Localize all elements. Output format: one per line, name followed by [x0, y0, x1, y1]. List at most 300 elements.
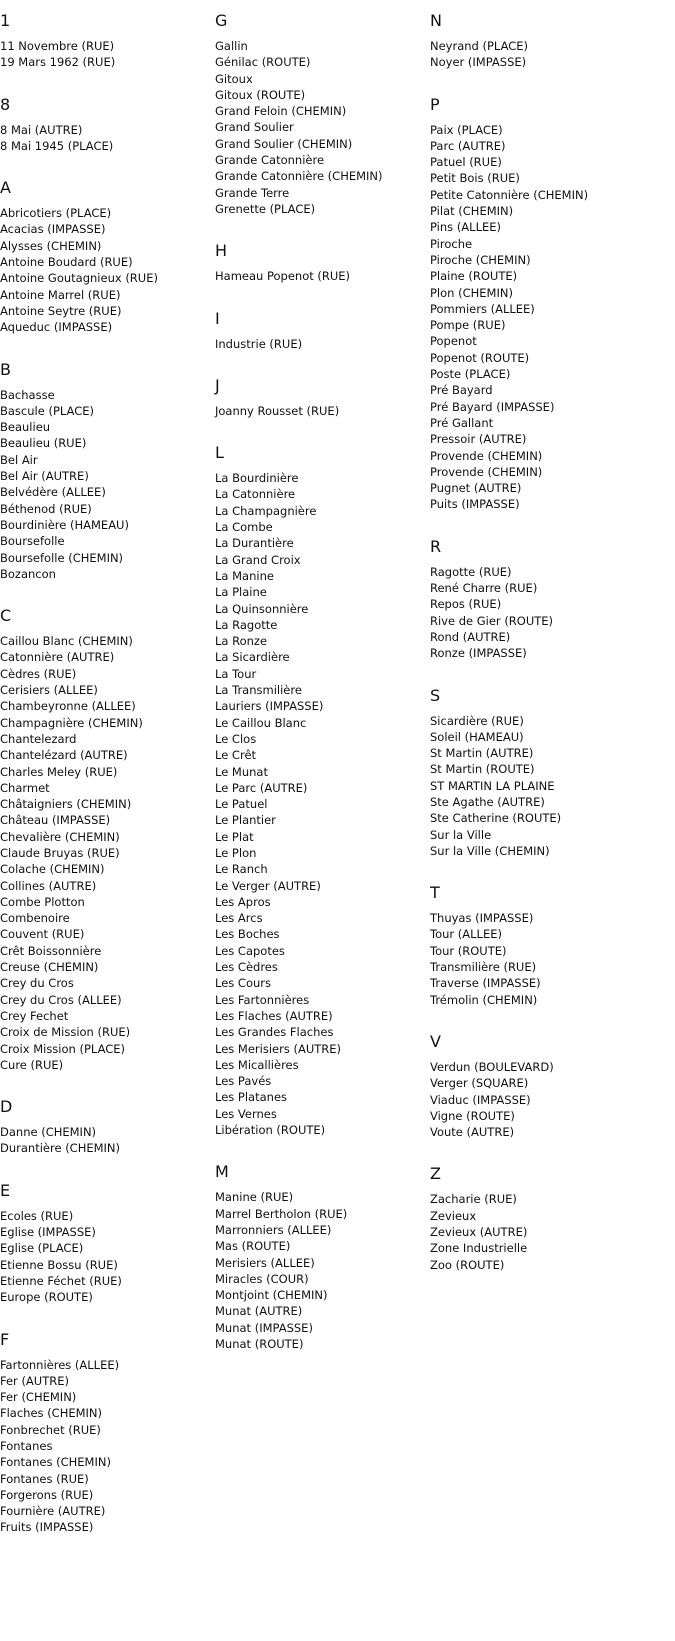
street-link[interactable]: Gallin [215, 39, 248, 53]
street-link[interactable]: Les Merisiers (AUTRE) [215, 1041, 342, 1056]
street-link[interactable]: Fer (AUTRE) [0, 1373, 69, 1388]
street-link[interactable]: Les Flaches (AUTRE) [215, 1008, 333, 1023]
street-link[interactable]: Pugnet (AUTRE) [430, 481, 522, 496]
street-link[interactable]: Les Pavés [215, 1074, 272, 1089]
street-link[interactable]: Le Crêt [215, 748, 257, 763]
street-link[interactable]: ST MARTIN LA PLAINE [430, 778, 555, 793]
street-list-item [0, 747, 210, 763]
street-link[interactable]: Merisiers (ALLEE) [215, 1255, 315, 1270]
street-list-item [430, 1124, 640, 1140]
street-list-item [215, 168, 425, 184]
street-link[interactable]: Tour (ALLEE) [430, 927, 502, 942]
street-link[interactable]: Beaulieu (RUE) [0, 436, 87, 451]
street-link[interactable]: Combenoire [0, 911, 70, 926]
street-link[interactable]: Munat (IMPASSE) [215, 1320, 313, 1335]
street-list-item [430, 464, 640, 480]
street-link[interactable]: Patuel (RUE) [430, 155, 502, 170]
street-list-item [215, 894, 425, 910]
street-link[interactable]: La Catonnière [215, 487, 296, 502]
street-link[interactable]: Sur la Ville [430, 827, 492, 842]
street-list-item [430, 203, 640, 219]
letter-heading: C [0, 606, 12, 626]
street-link[interactable]: 11 Novembre (RUE) [0, 39, 115, 53]
street-link[interactable]: Charles Meley (RUE) [0, 764, 118, 779]
street-link[interactable]: Montjoint (CHEMIN) [215, 1288, 328, 1303]
street-link[interactable]: Petit Bois (RUE) [430, 171, 520, 186]
street-list-item [0, 435, 210, 451]
street-link[interactable]: Catonnière (AUTRE) [0, 650, 115, 665]
street-link[interactable]: Provende (CHEMIN) [430, 448, 543, 463]
street-link[interactable]: Zoo (ROUTE) [430, 1257, 505, 1272]
letter-group [0, 603, 210, 1073]
street-link[interactable]: Châtaigniers (CHEMIN) [0, 797, 132, 812]
street-link[interactable]: Zacharie (RUE) [430, 1192, 517, 1207]
street-link[interactable]: Munat (ROUTE) [215, 1337, 304, 1351]
street-list-item [430, 415, 640, 431]
street-list-item [215, 103, 425, 119]
street-link[interactable]: Le Clos [215, 731, 257, 746]
street-link[interactable]: Ste Catherine (ROUTE) [430, 811, 562, 826]
street-link[interactable]: Traverse (IMPASSE) [430, 976, 541, 991]
street-list-item [0, 138, 210, 154]
street-list-item [215, 878, 425, 894]
letter-group [215, 1159, 425, 1352]
street-link[interactable]: Le Plat [215, 829, 254, 844]
street-link[interactable]: Piroche (CHEMIN) [430, 252, 531, 267]
street-link[interactable]: Durantière (CHEMIN) [0, 1141, 121, 1156]
street-link[interactable]: Crey Fechet [0, 1008, 69, 1023]
street-link[interactable]: Antoine Seytre (RUE) [0, 303, 122, 318]
street-list-item [430, 1257, 640, 1273]
street-link[interactable]: Voute (AUTRE) [430, 1125, 515, 1140]
street-link[interactable]: Crey du Cros (ALLEE) [0, 992, 122, 1007]
street-list-item [430, 268, 640, 284]
street-link[interactable]: Sicardière (RUE) [430, 713, 524, 728]
street-list-item [215, 268, 425, 284]
street-link[interactable]: Bascule (PLACE) [0, 403, 95, 418]
street-link[interactable]: Génilac (ROUTE) [215, 55, 311, 70]
street-list-item [430, 138, 640, 154]
street-link[interactable]: Popenot (ROUTE) [430, 350, 530, 365]
street-link[interactable]: Fontanes [0, 1439, 53, 1453]
letter-group [215, 373, 425, 419]
street-list-item [215, 1222, 425, 1238]
street-list-item [0, 270, 210, 286]
street-list-item [0, 205, 210, 221]
street-link[interactable]: Zevieux (AUTRE) [430, 1225, 528, 1240]
street-link[interactable]: Eglise (IMPASSE) [0, 1225, 96, 1240]
street-link[interactable]: Chantelezard [0, 731, 77, 746]
street-list-item [430, 794, 640, 810]
street-link[interactable]: Pommiers (ALLEE) [430, 301, 535, 316]
street-link[interactable]: Fartonnières (ALLEE) [0, 1357, 120, 1372]
street-link[interactable]: Antoine Marrel (RUE) [0, 287, 121, 302]
street-list-item [215, 698, 425, 714]
street-list-item [215, 1057, 425, 1073]
street-list-item [0, 122, 210, 138]
street-list-item [430, 1240, 640, 1256]
street-list-item [215, 861, 425, 877]
street-list-item [430, 122, 640, 138]
street-link[interactable]: St Martin (AUTRE) [430, 746, 534, 761]
street-list-item [430, 1092, 640, 1108]
street-link[interactable]: Les Capotes [215, 943, 285, 958]
street-link[interactable]: Europe (ROUTE) [0, 1290, 93, 1305]
street-link[interactable]: Crêt Boissonnière [0, 943, 102, 958]
street-list-item [0, 566, 210, 582]
street-link[interactable]: Marronniers (ALLEE) [215, 1222, 332, 1237]
street-link[interactable]: Les Apros [215, 894, 271, 909]
street-link[interactable]: Manine (RUE) [215, 1190, 294, 1205]
street-link[interactable]: Crey du Cros [0, 976, 74, 991]
street-list-item [215, 731, 425, 747]
street-list-item [0, 1273, 210, 1289]
street-list-item [0, 517, 210, 533]
street-link[interactable]: Flaches (CHEMIN) [0, 1406, 103, 1421]
street-link[interactable]: Antoine Boudard (RUE) [0, 255, 133, 270]
street-link[interactable]: Piroche [430, 236, 473, 251]
street-link[interactable]: Libération (ROUTE) [215, 1123, 326, 1138]
street-link[interactable]: Pilat (CHEMIN) [430, 204, 514, 219]
street-link[interactable]: Fonbrechet (RUE) [0, 1422, 101, 1437]
street-link[interactable]: Croix de Mission (RUE) [0, 1025, 131, 1040]
street-link[interactable]: Les Cèdres [215, 960, 278, 975]
street-link[interactable]: Gitoux [215, 71, 253, 86]
street-link[interactable]: Puits (IMPASSE) [430, 497, 520, 512]
street-link[interactable]: Viaduc (IMPASSE) [430, 1092, 531, 1107]
street-link[interactable]: Mas (ROUTE) [215, 1239, 291, 1254]
letter-group [430, 880, 640, 1008]
street-link[interactable]: Sur la Ville (CHEMIN) [430, 843, 550, 858]
street-list-item [430, 564, 640, 580]
street-link[interactable]: Les Micallières [215, 1057, 299, 1072]
street-list-item [430, 827, 640, 843]
street-list-item [0, 238, 210, 254]
street-link[interactable]: Béthenod (RUE) [0, 501, 92, 516]
street-link[interactable]: Le Patuel [215, 797, 268, 812]
street-link[interactable]: Acacias (IMPASSE) [0, 222, 106, 237]
street-link[interactable]: Bourdinière (HAMEAU) [0, 517, 129, 532]
street-list-item [215, 403, 425, 419]
street-list-item [215, 152, 425, 168]
street-link[interactable]: Les Fartonnières [215, 992, 310, 1007]
street-list-item [0, 1438, 210, 1454]
street-link[interactable]: Ragotte (RUE) [430, 564, 512, 579]
street-link[interactable]: La Durantière [215, 536, 294, 551]
street-link[interactable]: 8 Mai (AUTRE) [0, 122, 83, 137]
street-link[interactable]: La Grand Croix [215, 552, 301, 567]
street-list-item [215, 1122, 425, 1138]
street-list-item [215, 584, 425, 600]
street-link[interactable]: Les Boches [215, 927, 280, 942]
street-link[interactable]: Provende (CHEMIN) [430, 464, 543, 479]
street-link[interactable]: La Combe [215, 520, 273, 535]
street-link[interactable]: Grand Soulier (CHEMIN) [215, 136, 353, 151]
street-link[interactable]: La Champagnière [215, 503, 317, 518]
street-link[interactable]: Hameau Popenot (RUE) [215, 269, 351, 284]
street-link[interactable]: Alysses (CHEMIN) [0, 238, 102, 253]
street-link[interactable]: Le Ranch [215, 862, 268, 877]
street-list-item [430, 1224, 640, 1240]
street-link[interactable]: Rive de Gier (ROUTE) [430, 613, 554, 628]
street-link[interactable]: Fontanes (CHEMIN) [0, 1455, 111, 1470]
letter-heading: Z [430, 1164, 441, 1184]
street-link[interactable]: Zevieux [430, 1208, 477, 1223]
street-list-item [430, 761, 640, 777]
street-link[interactable]: Pompe (RUE) [430, 318, 506, 333]
street-list-item [430, 54, 640, 70]
street-link[interactable]: La Sicardière [215, 650, 290, 665]
street-list-item [0, 926, 210, 942]
street-list-item [0, 812, 210, 828]
street-list-item [0, 1373, 210, 1389]
street-link[interactable]: Pressoir (AUTRE) [430, 432, 527, 447]
street-list-item [0, 829, 210, 845]
street-link[interactable]: Grand Soulier [215, 120, 294, 135]
street-link[interactable]: Le Plantier [215, 813, 276, 828]
street-link[interactable]: Eglise (PLACE) [0, 1241, 84, 1256]
street-list-item [0, 54, 210, 70]
street-link[interactable]: Charmet [0, 780, 50, 795]
street-link[interactable]: Le Parc (AUTRE) [215, 780, 308, 795]
street-link[interactable]: Thuyas (IMPASSE) [430, 911, 534, 926]
street-link[interactable]: Grande Catonnière (CHEMIN) [215, 169, 383, 184]
street-link[interactable]: Trémolin (CHEMIN) [430, 992, 538, 1007]
street-list-item [430, 317, 640, 333]
street-list-item [215, 715, 425, 731]
street-link[interactable]: Transmilière (RUE) [430, 960, 537, 975]
street-list-item [215, 486, 425, 502]
street-link[interactable]: La Ronze [215, 634, 268, 649]
street-link[interactable]: René Charre (RUE) [430, 581, 538, 596]
letter-heading: I [215, 308, 220, 328]
street-list-item [430, 38, 640, 54]
street-link[interactable]: Cèdres (RUE) [0, 666, 77, 681]
street-link[interactable]: Pré Bayard [430, 383, 493, 398]
street-link[interactable]: Fruits (IMPASSE) [0, 1520, 94, 1535]
street-link[interactable]: Pré Bayard (IMPASSE) [430, 399, 555, 414]
street-link[interactable]: Ronze (IMPASSE) [430, 646, 527, 661]
street-list-item [0, 319, 210, 335]
street-list-item [430, 843, 640, 859]
street-link[interactable]: Grande Terre [215, 185, 290, 200]
street-list-item [0, 910, 210, 926]
street-link[interactable]: Les Platanes [215, 1090, 288, 1105]
street-link[interactable]: Les Grandes Flaches [215, 1025, 334, 1040]
street-link[interactable]: Abricotiers (PLACE) [0, 206, 112, 221]
street-link[interactable]: Combe Plotton [0, 894, 85, 909]
street-link[interactable]: Chambeyronne (ALLEE) [0, 699, 136, 714]
street-list-item [0, 419, 210, 435]
street-link[interactable]: Etienne Féchet (RUE) [0, 1273, 122, 1288]
street-link[interactable]: La Manine [215, 568, 274, 583]
street-link[interactable]: Bel Air [0, 452, 38, 467]
street-list-item [0, 1057, 210, 1073]
street-list-item [0, 649, 210, 665]
street-list-item [430, 580, 640, 596]
street-link[interactable]: Verdun (BOULEVARD) [430, 1059, 554, 1074]
street-list-item [0, 666, 210, 682]
street-link[interactable]: Forgerons (RUE) [0, 1487, 94, 1502]
street-link[interactable]: Tour (ROUTE) [430, 943, 507, 958]
letter-heading: N [430, 11, 442, 30]
street-link[interactable]: Caillou Blanc (CHEMIN) [0, 634, 133, 649]
street-link[interactable]: Bozancon [0, 566, 56, 581]
street-link[interactable]: Vigne (ROUTE) [430, 1108, 515, 1123]
street-link[interactable]: Grande Catonnière [215, 153, 325, 168]
street-list-item [0, 878, 210, 894]
street-link[interactable]: Petite Catonnière (CHEMIN) [430, 187, 589, 202]
street-link[interactable]: Repos (RUE) [430, 597, 502, 612]
street-link[interactable]: Les Cours [215, 976, 272, 991]
street-list-item [215, 617, 425, 633]
street-link[interactable]: Soleil (HAMEAU) [430, 729, 524, 744]
street-link[interactable]: 19 Mars 1962 (RUE) [0, 55, 116, 70]
street-link[interactable]: Claude Bruyas (RUE) [0, 845, 120, 860]
street-link[interactable]: Plon (CHEMIN) [430, 285, 513, 300]
street-link[interactable]: St Martin (ROUTE) [430, 762, 535, 777]
street-list-item [0, 1224, 210, 1240]
street-list-item [215, 812, 425, 828]
street-link[interactable]: Rond (AUTRE) [430, 629, 511, 644]
street-link[interactable]: La Transmilière [215, 683, 302, 698]
street-link[interactable]: Fer (CHEMIN) [0, 1390, 77, 1405]
street-list-item [430, 1059, 640, 1075]
street-link[interactable]: Ste Agathe (AUTRE) [430, 794, 545, 809]
street-link[interactable]: Cerisiers (ALLEE) [0, 683, 98, 698]
street-link[interactable]: Miracles (COUR) [215, 1271, 309, 1286]
street-link[interactable]: Popenot [430, 334, 477, 349]
street-list-item [215, 336, 425, 352]
street-list-item [215, 796, 425, 812]
street-link[interactable]: Boursefolle (CHEMIN) [0, 550, 124, 565]
street-link[interactable]: Le Munat [215, 764, 268, 779]
street-link[interactable]: Plaine (ROUTE) [430, 269, 518, 284]
street-link[interactable]: Beaulieu [0, 420, 51, 435]
street-link[interactable]: Danne (CHEMIN) [0, 1125, 97, 1140]
street-link[interactable]: Marrel Bertholon (RUE) [215, 1206, 348, 1221]
street-link[interactable]: Ecoles (RUE) [0, 1208, 74, 1223]
street-link[interactable]: Parc (AUTRE) [430, 138, 506, 153]
street-link[interactable]: Chevalière (CHEMIN) [0, 829, 120, 844]
street-link[interactable]: Boursefolle [0, 534, 65, 549]
street-link[interactable]: Collines (AUTRE) [0, 878, 97, 893]
street-list-item [215, 552, 425, 568]
street-link[interactable]: Paix (PLACE) [430, 122, 503, 137]
street-list-item [215, 1073, 425, 1089]
street-link[interactable]: Munat (AUTRE) [215, 1304, 303, 1319]
street-link[interactable]: Château (IMPASSE) [0, 813, 111, 828]
letter-heading: G [215, 11, 228, 30]
street-link[interactable]: Poste (PLACE) [430, 367, 511, 382]
letter-heading: L [215, 443, 224, 463]
letter-group [0, 1094, 210, 1157]
street-list-item [215, 54, 425, 70]
street-link[interactable]: Cure (RUE) [0, 1057, 64, 1072]
street-link[interactable]: Fontanes (RUE) [0, 1471, 89, 1486]
street-link[interactable]: Belvédère (ALLEE) [0, 485, 106, 500]
street-link[interactable]: La Ragotte [215, 617, 278, 632]
street-list-item [215, 1089, 425, 1105]
street-link[interactable]: Lauriers (IMPASSE) [215, 699, 324, 714]
street-list-item [430, 1208, 640, 1224]
letter-heading: D [0, 1097, 13, 1117]
street-index-column-1 [0, 8, 210, 1557]
street-link[interactable]: Zone Industrielle [430, 1241, 528, 1256]
street-link[interactable]: Verger (SQUARE) [430, 1076, 529, 1091]
street-list-item [430, 170, 640, 186]
street-link[interactable]: Colache (CHEMIN) [0, 862, 105, 877]
letter-heading: M [215, 1162, 229, 1182]
street-link[interactable]: Noyer (IMPASSE) [430, 55, 527, 70]
street-link[interactable]: Couvent (RUE) [0, 927, 85, 942]
street-list-item [0, 1487, 210, 1503]
street-link[interactable]: La Tour [215, 666, 257, 681]
street-list-item [430, 333, 640, 349]
street-link[interactable]: Grand Feloin (CHEMIN) [215, 104, 347, 119]
street-link[interactable]: Fournière (AUTRE) [0, 1504, 106, 1519]
street-list-item [215, 136, 425, 152]
street-link[interactable]: Le Verger (AUTRE) [215, 878, 321, 893]
street-link[interactable]: Croix Mission (PLACE) [0, 1041, 126, 1056]
street-list-item [430, 236, 640, 252]
street-link[interactable]: Grenette (PLACE) [215, 201, 316, 216]
street-link[interactable]: Bachasse [0, 387, 55, 402]
street-link[interactable]: La Plaine [215, 585, 267, 600]
street-list-item [430, 252, 640, 268]
street-link[interactable]: La Bourdinière [215, 471, 299, 486]
street-link[interactable]: Le Plon [215, 845, 257, 860]
street-link[interactable]: Champagnière (CHEMIN) [0, 715, 143, 730]
street-list-item [215, 649, 425, 665]
street-list-item [430, 219, 640, 235]
street-link[interactable]: Les Arcs [215, 911, 263, 926]
street-link[interactable]: Gitoux (ROUTE) [215, 87, 306, 102]
street-link[interactable]: 8 Mai 1945 (PLACE) [0, 138, 114, 153]
street-link[interactable]: Etienne Bossu (RUE) [0, 1257, 118, 1272]
street-link[interactable]: Pré Gallant [430, 415, 494, 430]
street-link[interactable]: La Quinsonnière [215, 601, 309, 616]
street-list-item [0, 1519, 210, 1535]
street-list-item [430, 596, 640, 612]
street-list-item [215, 1303, 425, 1319]
street-link[interactable]: Neyrand (PLACE) [430, 39, 529, 53]
street-link[interactable]: Industrie (RUE) [215, 336, 303, 351]
letter-heading: 8 [0, 94, 11, 114]
street-link[interactable]: Aqueduc (IMPASSE) [0, 320, 113, 335]
street-link[interactable]: Les Vernes [215, 1106, 277, 1121]
street-list-item [0, 975, 210, 991]
street-link[interactable]: Chantelézard (AUTRE) [0, 748, 128, 763]
street-list-item [0, 1503, 210, 1519]
street-list-item [215, 992, 425, 1008]
street-list-item [0, 845, 210, 861]
street-list-item [0, 698, 210, 714]
street-list-item [215, 764, 425, 780]
street-list-item [215, 633, 425, 649]
street-link[interactable]: Antoine Goutagnieux (RUE) [0, 271, 158, 286]
letter-heading: V [430, 1031, 441, 1051]
street-list-item [0, 254, 210, 270]
street-list-item [0, 780, 210, 796]
street-link[interactable]: Pins (ALLEE) [430, 220, 501, 235]
street-link[interactable]: Bel Air (AUTRE) [0, 469, 89, 484]
street-link[interactable]: Le Caillou Blanc [215, 715, 307, 730]
street-link[interactable]: Creuse (CHEMIN) [0, 960, 99, 975]
street-link[interactable]: Joanny Rousset (RUE) [215, 403, 340, 418]
street-list-item [0, 1024, 210, 1040]
street-list-item [0, 501, 210, 517]
